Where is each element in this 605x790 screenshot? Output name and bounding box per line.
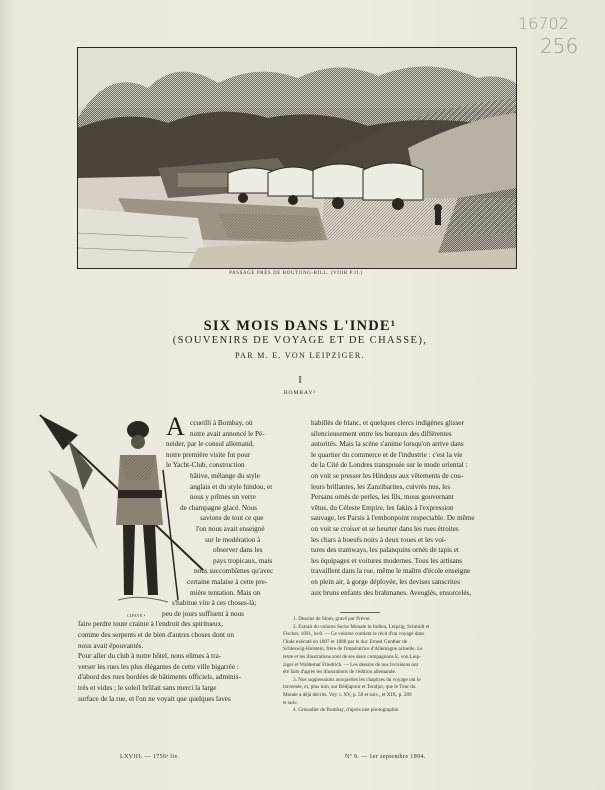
soldier-caption: CIPAYE.⁴ xyxy=(127,613,146,618)
article-title: SIX MOIS DANS L'INDE¹ xyxy=(203,318,397,334)
footnote-line: et suiv. xyxy=(283,699,298,706)
left-column-line: d'abord des rues bordées de bâtiments officiels, adminis- xyxy=(78,673,241,682)
footnote-line: 2. Extrait du volume Sechs Monate in Indien, Leipzig, Schmidt et xyxy=(293,623,430,630)
left-column-line: anglais et du style hindou, et xyxy=(190,482,273,491)
landscape-engraving xyxy=(78,48,516,268)
pencil-note-1: 16702 xyxy=(518,14,569,33)
left-column-line: certaine malaise à cette pre- xyxy=(187,578,268,586)
left-column-line: comme des serpents et de bien d'autres choses dont on xyxy=(78,631,234,639)
right-column-line: habillés de blanc, et quelques clercs indigènes glisser xyxy=(311,419,464,427)
right-column-line: les chars à boeufs noirs à deux roues et les voi- xyxy=(311,535,447,544)
footnote-line: ziger et Waldemar Friedrich. — Les dessins de nos livraisons ont xyxy=(283,661,419,668)
footer-left: LXVIII. — 1756ᵉ liv. xyxy=(120,754,180,760)
left-column-line: notre première visite fut pour xyxy=(166,450,251,459)
left-column-line: hâtive, mélange du style xyxy=(190,472,260,480)
footnote-line: Monde a déjà décrits. Voy. t. XV, p. 58 et suiv., et XIX, p. 289 xyxy=(283,692,412,698)
left-column-line: nous y prîmes un verre xyxy=(190,493,256,502)
left-column-line: faire perdre toute crainte à l'endroit des spiritueux, xyxy=(78,620,223,629)
footnote-line: 3. Nos suppressions auxquelles les chapitres du voyage ont le xyxy=(293,676,421,683)
left-column-line: l'on nous avait enseigné xyxy=(196,525,265,533)
right-column-line: autorités. Mais la scène s'anime lorsqu'on arrive dans xyxy=(311,440,464,449)
left-column-line: nous avait épouvantés. xyxy=(78,641,144,650)
left-column-line: observer dans les xyxy=(213,546,263,555)
left-column-line: neider, par le consul allemand, xyxy=(166,440,254,449)
footnote-line: Schleswig-Holstein, frère de l'impératrice d'Allemagne actuelle. Le xyxy=(283,646,423,653)
right-column-line: les équipages et voitures modernes. Tous les artisans xyxy=(311,556,463,565)
left-column-line: savions de tout ce que xyxy=(200,514,264,523)
left-column-line: surface de la rue, et l'on ne voyait que quelques laves xyxy=(78,694,231,703)
footnote-line: l'Inde exécuté en 1887 et 1888 par le duc Ernest Gunther de xyxy=(283,638,408,645)
right-column-line: leurs brillantes, les Zanzibarites, cuivrés nus, les xyxy=(311,482,451,491)
article-byline: PAR M. E. VON LEIPZIGER. xyxy=(235,351,365,360)
left-column-line: nous succombâmes qu'avec xyxy=(194,567,274,576)
left-column-line: de champagne glacé. Nous xyxy=(180,503,258,512)
right-column-line: le quartier du commerce et de l'industrie : c'est la vie xyxy=(311,450,463,459)
left-column-line: notre avait annoncé le Pé- xyxy=(190,429,265,438)
right-column-line: tures des tramways, les palanquins ornés de tapis et xyxy=(311,546,459,555)
right-column-line: vêtus, du Céleste Empire, les fakirs à l'expression xyxy=(311,503,454,512)
right-column-line: en plein air, à gorge déployée, les devises sanscrites xyxy=(311,578,460,586)
left-column-line: le Yacht-Club, construction xyxy=(166,461,245,470)
right-column-line: aux bruns enfants des brahmanes. Aveuglés, ensorcelés, xyxy=(311,588,472,597)
right-column-line: silencieusement entre les bureaux des différentes xyxy=(311,429,452,438)
chapter-number: I xyxy=(298,375,302,386)
footnote-line: été faits d'après les illustrations de l'édition allemande. xyxy=(283,669,397,676)
left-column-line: ccueilli à Bombay, où xyxy=(190,419,253,427)
left-column-line: mière tentation. Mais on xyxy=(190,588,261,597)
illustration-caption: PASSAGE PRÈS DE BOUTONG-BILL. (VOIR P.II.) xyxy=(229,271,363,276)
article-subtitle: (SOUVENIRS DE VOYAGE ET DE CHASSE), xyxy=(172,335,428,346)
engraving-illustration xyxy=(77,47,517,269)
left-column-line: peu de jours suffisent à nous xyxy=(162,609,244,618)
right-column-line: de la Cité de Londres transposée sur le mode oriental : xyxy=(311,461,468,470)
left-column-line: pays tropicaux, mais xyxy=(213,556,273,565)
chapter-name: BOMBAY² xyxy=(283,390,317,396)
footnote-separator xyxy=(340,612,380,613)
left-column-line: verser les rues les plus élégantes de cette ville bigarrée : xyxy=(78,662,239,671)
right-column-line: travaillent dans la rue, même le maître d'école enseigne xyxy=(311,567,471,576)
footnote-line: traversée, et, plus loin, sur Bédjapour et Tondjor, que le Tour du xyxy=(283,684,416,691)
right-column-line: sauvage, les Parsis à l'embonpoint respectable. De même xyxy=(311,514,475,523)
right-column-line: on voit se croiser et se heurter dans les rues étroites xyxy=(311,525,459,533)
left-column-line: Pour aller du club à notre hôtel, nous eûmes à tra- xyxy=(78,652,222,661)
pencil-note-2: 256 xyxy=(540,34,579,58)
right-column-line: Persans ornés de perles, les fils, mous gouvernant xyxy=(311,493,454,502)
footnote-line: 1. Dessins de Slom, gravé par Prévot. xyxy=(293,616,371,622)
left-column-line: trés et vides ; le soleil brûlait sans merci la large xyxy=(78,684,217,692)
footnote-line: texte et les illustrations sont de ses deux compagnons E. von Leip- xyxy=(283,654,422,660)
left-column-line: sur le modération à xyxy=(205,535,261,544)
footer-right: Nº 9. — 1er septembre 1894. xyxy=(345,754,426,760)
drop-cap: A xyxy=(166,412,185,441)
left-column-line: s'habitue vite à ces choses-là; xyxy=(172,599,257,608)
footnote-line: Fischer, 1891, in-8. — Ce volume contient le récit d'un voyage dans xyxy=(283,631,425,638)
right-column-line: on voit se presser les Hindous aux vêtements de cou- xyxy=(311,472,464,480)
footnote-line: 4. Grenadier de Bombay, d'après une photographie. xyxy=(293,707,400,714)
